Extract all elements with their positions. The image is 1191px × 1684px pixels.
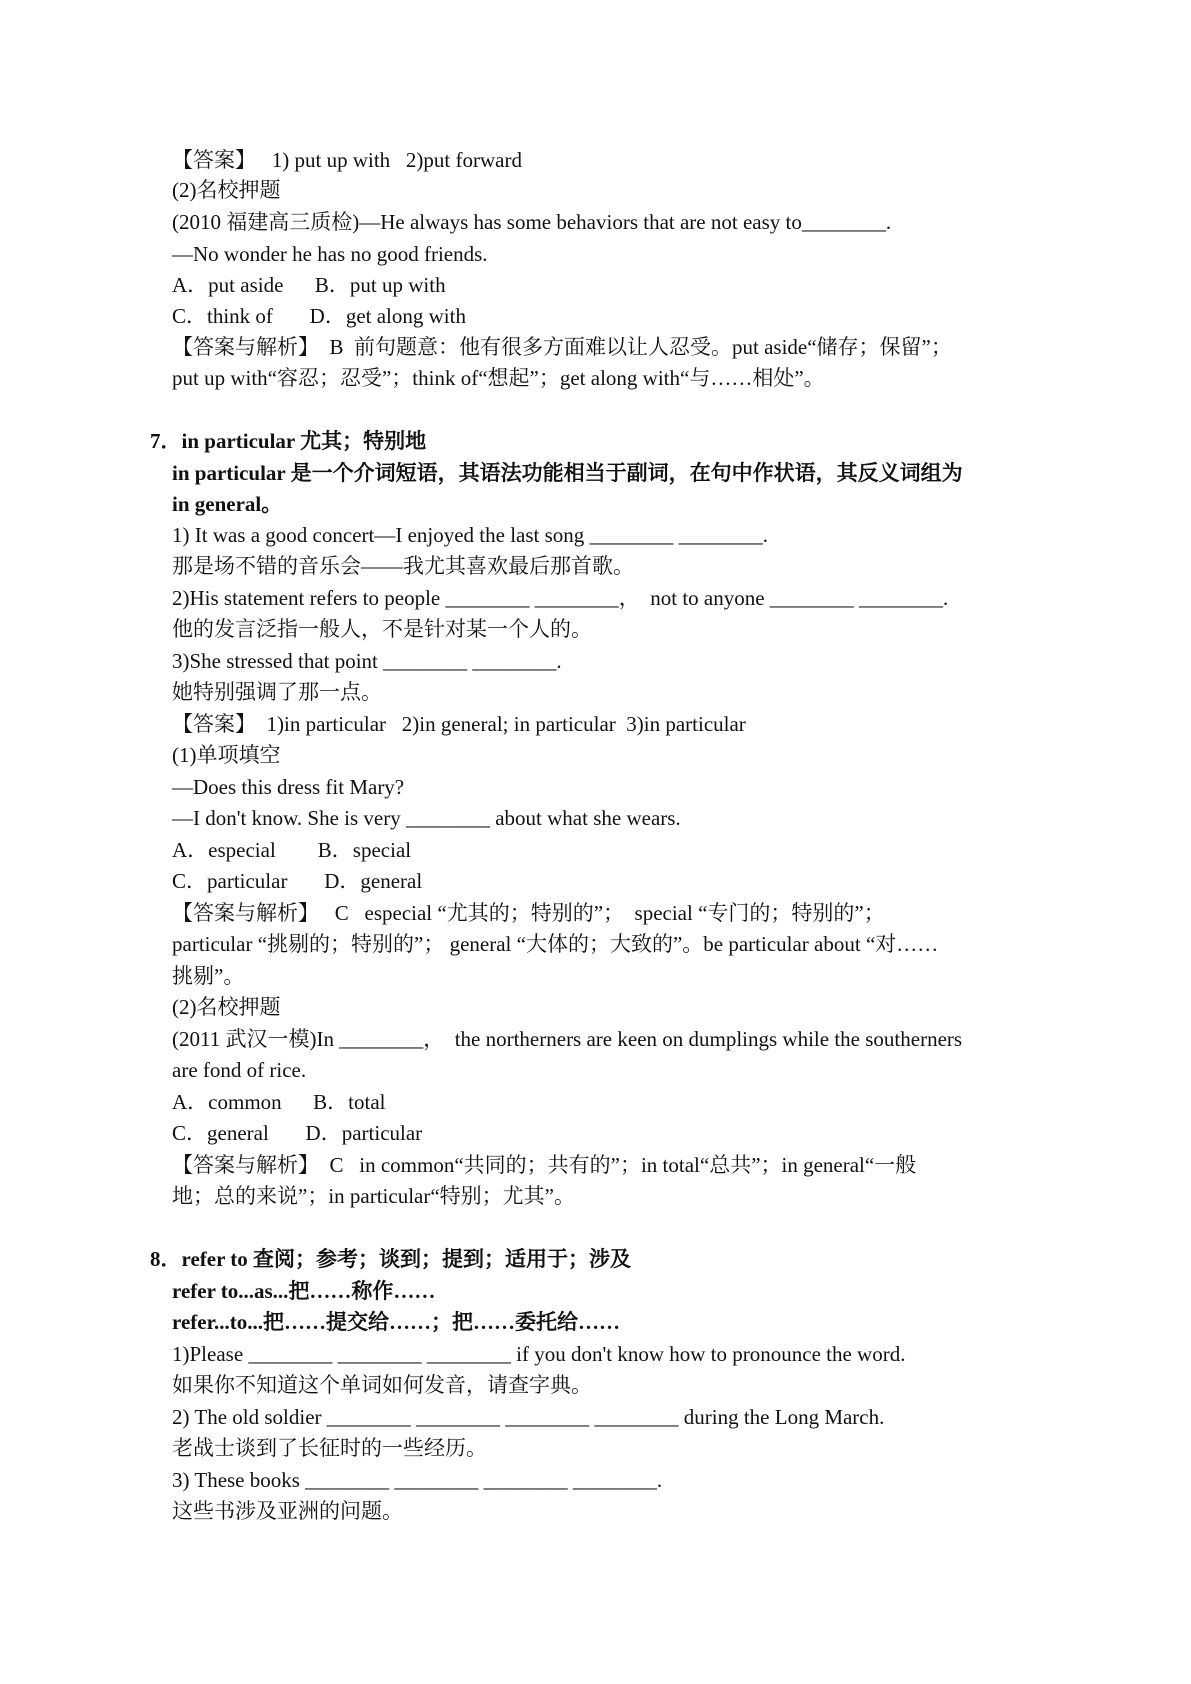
explanation-line: 【答案与解析】 B 前句题意：他有很多方面难以让人忍受。put aside“储存；保留”； (172, 335, 952, 359)
subsection-label: (1)单项填空 (172, 743, 281, 767)
section-description: in general。 (172, 492, 283, 516)
explanation-line: put up with“容忍；忍受”；think of“想起”；get along with“与……相处”。 (172, 366, 825, 390)
explanation-line: 地；总的来说”；in particular“特别；尤其”。 (172, 1184, 575, 1208)
answer-line: 【答案】 1) put up with 2)put forward (172, 148, 522, 172)
translation-line: 他的发言泛指一般人，不是针对某一个人的。 (172, 617, 592, 641)
exercise-line: 3)She stressed that point ________ ________. (172, 649, 562, 673)
explanation-line: 挑剔”。 (172, 964, 245, 988)
question-line: are fond of rice. (172, 1058, 307, 1082)
section-description: in particular 是一个介词短语，其语法功能相当于副词，在句中作状语，其反义词组为 (172, 461, 963, 485)
subsection-label: (2)名校押题 (172, 995, 281, 1019)
explanation-line: 【答案与解析】 C in common“共同的；共有的”；in total“总共”；in general“一般 (172, 1153, 917, 1177)
choice-line: A．put aside B．put up with (172, 273, 446, 297)
section-description: refer...to...把……提交给……；把……委托给…… (172, 1310, 620, 1334)
translation-line: 她特别强调了那一点。 (172, 680, 382, 704)
choice-line: C．particular D．general (172, 869, 423, 893)
section-description: refer to...as...把……称作…… (172, 1279, 436, 1303)
exercise-line: 1)Please ________ ________ ________ if you don't know how to pronounce the word. (172, 1342, 906, 1366)
translation-line: 这些书涉及亚洲的问题。 (172, 1499, 403, 1523)
exercise-line: 3) These books ________ ________ ________ ________. (172, 1468, 663, 1492)
explanation-line: 【答案与解析】 C especial “尤其的；特别的”； special “专门的；特别的”； (172, 901, 885, 925)
choice-line: C．general D．particular (172, 1121, 423, 1145)
translation-line: 老战士谈到了长征时的一些经历。 (172, 1436, 487, 1460)
question-line: (2011 武汉一模)In ________， the northerners are keen on dumplings while the southerners (172, 1027, 963, 1051)
question-line: (2010 福建高三质检)—He always has some behaviors that are not easy to________. (172, 210, 892, 234)
translation-line: 如果你不知道这个单词如何发音，请查字典。 (172, 1373, 592, 1397)
subsection-label: (2)名校押题 (172, 178, 281, 202)
choice-line: C．think of D．get along with (172, 304, 466, 328)
section-heading-7: 7．in particular 尤其；特别地 (150, 429, 427, 453)
question-line: —Does this dress fit Mary? (172, 775, 405, 799)
exercise-line: 2) The old soldier ________ ________ ________ ________ during the Long March. (172, 1405, 885, 1429)
answer-line: 【答案】 1)in particular 2)in general; in particular 3)in particular (172, 712, 746, 736)
exercise-line: 2)His statement refers to people ________ ________， not to anyone ________ ________. (172, 586, 949, 610)
choice-line: A．especial B．special (172, 838, 412, 862)
choice-line: A．common B．total (172, 1090, 386, 1114)
explanation-line: particular “挑剔的；特别的”； general “大体的；大致的”。be particular about “对…… (172, 932, 939, 956)
exercise-line: 1) It was a good concert—I enjoyed the last song ________ ________. (172, 523, 769, 547)
section-heading-8: 8．refer to 查阅；参考；谈到；提到；适用于；涉及 (150, 1247, 632, 1271)
translation-line: 那是场不错的音乐会——我尤其喜欢最后那首歌。 (172, 554, 634, 578)
question-line: —No wonder he has no good friends. (172, 242, 488, 266)
question-line: —I don't know. She is very ________ about what she wears. (172, 806, 681, 830)
